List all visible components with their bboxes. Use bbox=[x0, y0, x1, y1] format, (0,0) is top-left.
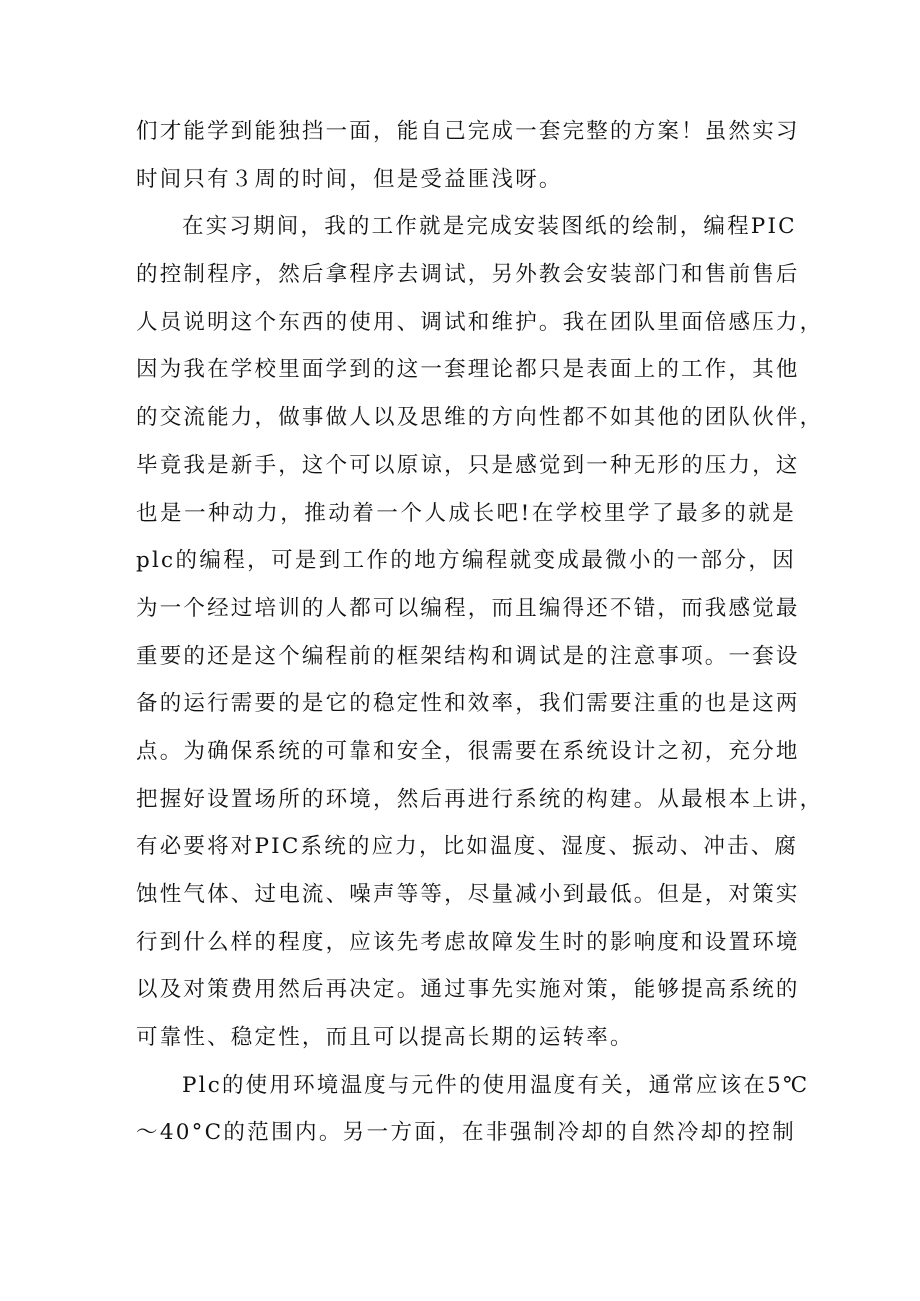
text-line: 可靠性、稳定性，而且可以提高长期的运转率。 bbox=[136, 1025, 634, 1051]
text-line: 的交流能力，做事做人以及思维的方向性都不如其他的团队伙伴， bbox=[136, 405, 824, 431]
text-line: 时间只有３周的时间，但是受益匪浅呀。 bbox=[136, 166, 563, 192]
text-line: 也是一种动力，推动着一个人成长吧!在学校里学了最多的就是 bbox=[136, 500, 796, 526]
text-line: 的控制程序，然后拿程序去调试，另外教会安装部门和售前售后 bbox=[136, 262, 800, 288]
text-line: 以及对策费用然后再决定。通过事先实施对策，能够提高系统的 bbox=[136, 977, 800, 1003]
text-line: plc的编程，可是到工作的地方编程就变成最微小的一部分，因 bbox=[136, 548, 796, 574]
text-line: 因为我在学校里面学到的这一套理论都只是表面上的工作，其他 bbox=[136, 357, 800, 383]
body-text bbox=[136, 108, 824, 1157]
text-line: 毕竟我是新手，这个可以原谅，只是感觉到一种无形的压力，这 bbox=[136, 452, 800, 478]
text-line: 备的运行需要的是它的稳定性和效率，我们需要注重的也是这两 bbox=[136, 691, 800, 717]
text-line: 为一个经过培训的人都可以编程，而且编得还不错，而我感觉最 bbox=[136, 595, 800, 621]
text-line: ～40°C的范围内。另一方面，在非强制冷却的自然冷却的控制 bbox=[136, 1120, 796, 1146]
text-line: 们才能学到能独挡一面，能自己完成一套完整的方案！虽然实习 bbox=[136, 119, 800, 144]
paragraph-first-line: Plc的使用环境温度与元件的使用温度有关，通常应该在5℃ bbox=[182, 1072, 810, 1098]
text-line: 把握好设置场所的环境，然后再进行系统的构建。从最根本上讲， bbox=[136, 786, 824, 812]
text-line: 重要的还是这个编程前的框架结构和调试是的注意事项。一套设 bbox=[136, 643, 800, 669]
text-line: 有必要将对PIC系统的应力，比如温度、湿度、振动、冲击、腐 bbox=[136, 834, 799, 860]
text-line: 行到什么样的程度，应该先考虑故障发生时的影响度和设置环境 bbox=[136, 929, 800, 955]
text-line: 人员说明这个东西的使用、调试和维护。我在团队里面倍感压力， bbox=[136, 309, 824, 335]
text-line: 蚀性气体、过电流、噪声等等，尽量减小到最低。但是，对策实 bbox=[136, 882, 800, 907]
paragraph-first-line: 在实习期间，我的工作就是完成安装图纸的绘制，编程PIC bbox=[182, 214, 797, 240]
text-line: 点。为确保系统的可靠和安全，很需要在系统设计之初，充分地 bbox=[136, 738, 800, 764]
